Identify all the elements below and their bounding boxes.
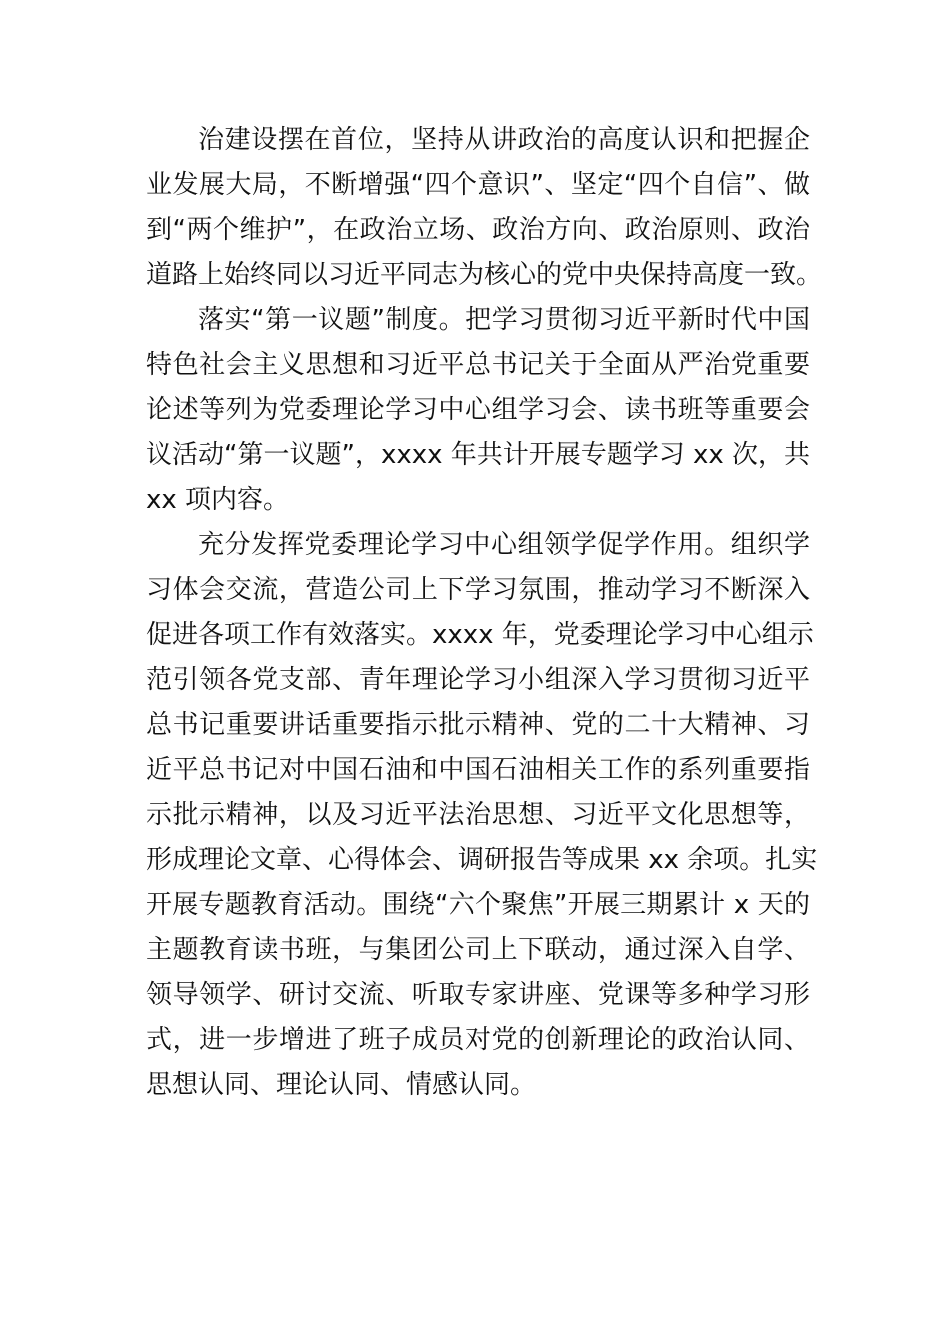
text-line: 治建设摆在首位，坚持从讲政治的高度认识和把握企 xyxy=(198,125,810,155)
text-line: 充分发挥党委理论学习中心组领学促学作用。组织学 xyxy=(198,530,810,560)
text-line: 领导领学、研讨交流、听取专家讲座、党课等多种学习形 xyxy=(146,980,810,1010)
text-line: 思想认同、理论认同、情感认同。 xyxy=(146,1070,537,1100)
text-line: 近平总书记对中国石油和中国石油相关工作的系列重要指 xyxy=(146,755,810,785)
paragraph-2 xyxy=(146,298,810,523)
text-line: 总书记重要讲话重要指示批示精神、党的二十大精神、习 xyxy=(146,710,810,740)
text-line: 业发展大局，不断增强“四个意识”、坚定“四个自信”、做 xyxy=(146,170,810,200)
text-line: xx 项内容。 xyxy=(146,485,290,515)
text-line: 习体会交流，营造公司上下学习氛围，推动学习不断深入 xyxy=(146,575,810,605)
text-line: 特色社会主义思想和习近平总书记关于全面从严治党重要 xyxy=(146,350,810,380)
text-line: 落实“第一议题”制度。把学习贯彻习近平新时代中国 xyxy=(198,305,810,335)
text-line: 促进各项工作有效落实。xxxx 年，党委理论学习中心组示 xyxy=(146,620,814,650)
text-line: 到“两个维护”，在政治立场、政治方向、政治原则、政治 xyxy=(146,215,810,245)
text-line: 议活动“第一议题”，xxxx 年共计开展专题学习 xx 次，共 xyxy=(146,440,811,470)
paragraph-1 xyxy=(146,118,823,298)
text-line: 主题教育读书班，与集团公司上下联动，通过深入自学、 xyxy=(146,935,810,965)
document-body xyxy=(146,118,823,1108)
text-line: 示批示精神，以及习近平法治思想、习近平文化思想等， xyxy=(146,800,810,830)
text-line: 形成理论文章、心得体会、调研报告等成果 xx 余项。扎实 xyxy=(146,845,818,875)
text-line: 开展专题教育活动。围绕“六个聚焦”开展三期累计 x 天的 xyxy=(146,890,810,920)
text-line: 式，进一步增进了班子成员对党的创新理论的政治认同、 xyxy=(146,1025,810,1055)
text-line: 道路上始终同以习近平同志为核心的党中央保持高度一致。 xyxy=(146,260,823,290)
paragraph-3 xyxy=(146,523,818,1108)
text-line: 论述等列为党委理论学习中心组学习会、读书班等重要会 xyxy=(146,395,810,425)
text-line: 范引领各党支部、青年理论学习小组深入学习贯彻习近平 xyxy=(146,665,810,695)
